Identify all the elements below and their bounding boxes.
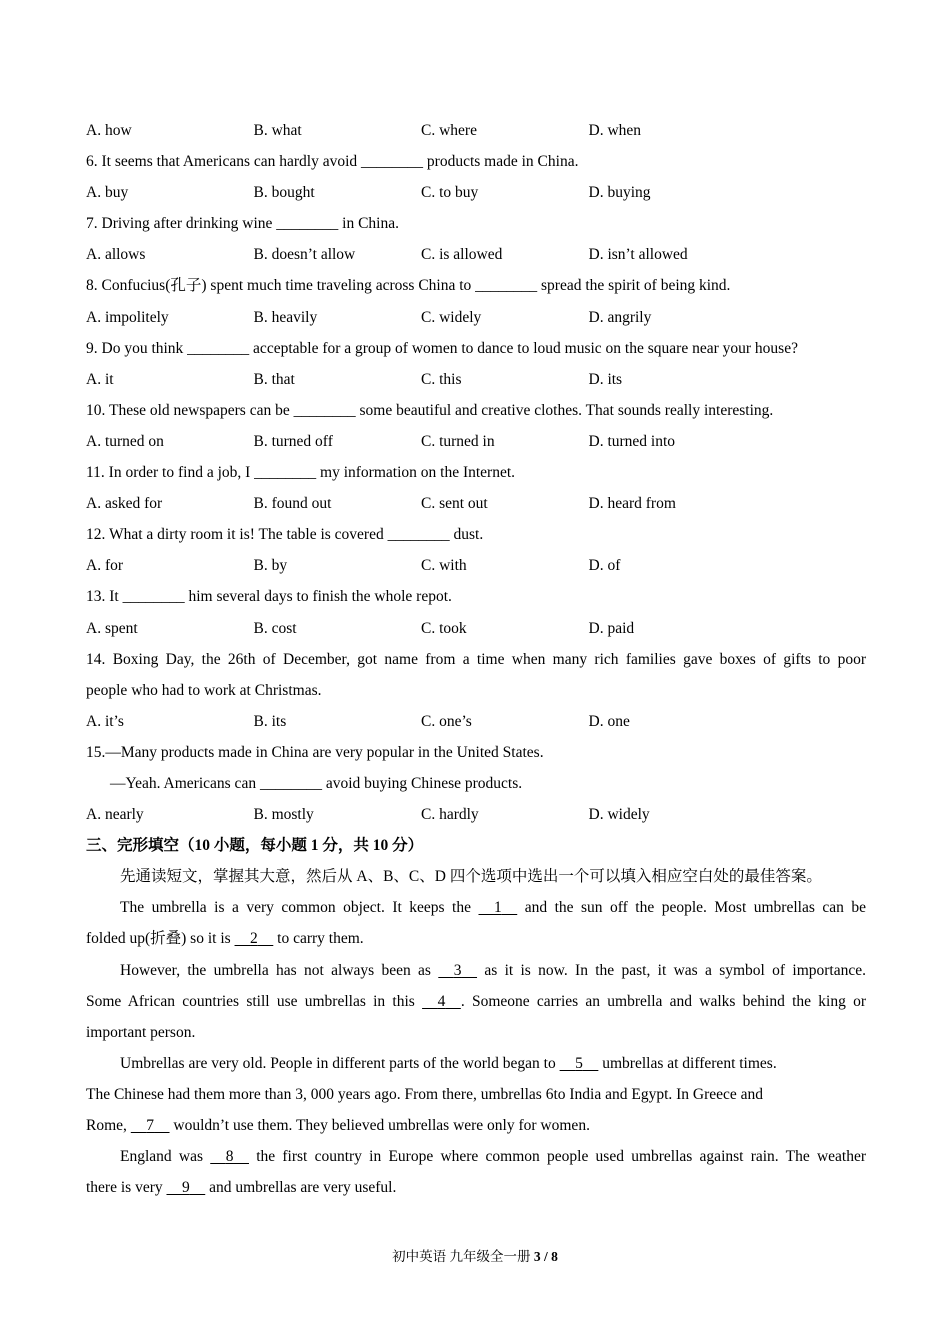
q6-stem: 6. It seems that Americans can hardly avoid ________ products made in China. xyxy=(86,153,579,171)
q15-stem-line2: —Yeah. Americans can ________ avoid buying Chinese products. xyxy=(110,774,523,792)
passage-p1-line1 xyxy=(86,892,866,923)
text: England was xyxy=(120,1148,211,1166)
q14-stem-line1: 14. Boxing Day, the 26th of December, got name from a time when many rich families gave boxes of gifts to poor xyxy=(86,650,866,668)
q6-options xyxy=(86,177,866,208)
option-b: B. found out xyxy=(253,495,332,513)
text: wouldn’t use them. They believed umbrellas were only for women. xyxy=(169,1117,590,1134)
blank-4: 4 xyxy=(437,992,446,1010)
q15-options xyxy=(86,799,866,830)
text: and the sun off the people. Most umbrellas can be xyxy=(517,899,866,917)
q10-options xyxy=(86,426,866,457)
text: there is very xyxy=(86,1179,167,1197)
text: umbrellas at different times. xyxy=(598,1054,777,1072)
q8-stem: 8. Confucius(孔子) spent much time traveling across China to ________ spread the spirit of being kind. xyxy=(86,277,731,295)
option-c: C. where xyxy=(421,122,477,139)
option-b: B. by xyxy=(253,557,288,575)
q7-stem: 7. Driving after drinking wine ________ in China. xyxy=(86,215,399,233)
option-a: A. buy xyxy=(86,184,129,202)
section-heading: 三、完形填空（10 小题，每小题 1 分，共 10 分） xyxy=(86,837,424,855)
q12-stem: 12. What a dirty room it is! The table is covered ________ dust. xyxy=(86,526,484,544)
option-a: A. how xyxy=(86,122,132,139)
text: Umbrellas are very old. People in different parts of the world began to xyxy=(120,1054,560,1072)
page-footer xyxy=(0,1245,950,1265)
passage-p2-line2 xyxy=(86,986,866,1017)
option-b: B. turned off xyxy=(253,432,333,450)
text: The umbrella is a very common object. It keeps the xyxy=(120,899,479,917)
option-a: A. it xyxy=(86,370,114,388)
option-b: B. doesn’t allow xyxy=(253,246,356,264)
q5-options xyxy=(86,115,866,146)
option-b: B. that xyxy=(253,370,295,388)
q11-stem: 11. In order to find a job, I ________ my information on the Internet. xyxy=(86,464,516,482)
blank-1: 1 xyxy=(493,899,502,917)
option-d: D. its xyxy=(588,370,623,388)
text: and umbrellas are very useful. xyxy=(205,1179,397,1197)
passage-p4-line1 xyxy=(86,1141,866,1172)
text: However, the umbrella has not always been as xyxy=(120,961,439,979)
passage-p3-line1 xyxy=(86,1048,866,1079)
text: folded up(折叠) so it is xyxy=(86,930,235,948)
option-d: D. angrily xyxy=(588,308,652,326)
q12-options xyxy=(86,550,866,581)
option-d: D. isn’t allowed xyxy=(588,246,688,264)
q14-stem-line2: people who had to work at Christmas. xyxy=(86,681,322,699)
option-b: B. mostly xyxy=(253,806,314,824)
option-c: C. took xyxy=(421,619,467,637)
option-a: A. it’s xyxy=(86,712,124,730)
text: . Someone carries an umbrella and walks behind the king or xyxy=(460,992,867,1010)
passage-p4-line2 xyxy=(86,1172,866,1203)
option-d: D. buying xyxy=(588,184,651,202)
option-c: C. this xyxy=(421,370,462,388)
option-a: A. spent xyxy=(86,619,138,637)
option-a: A. allows xyxy=(86,246,146,264)
option-c: C. sent out xyxy=(421,495,488,513)
blank-8: 8 xyxy=(225,1148,234,1166)
q9-options xyxy=(86,364,866,395)
blank-2: 2 xyxy=(250,930,258,948)
option-b: B. cost xyxy=(253,619,297,637)
option-c: C. with xyxy=(421,557,467,575)
option-a: A. impolitely xyxy=(86,308,169,326)
blank-7: 7 xyxy=(146,1117,155,1134)
passage-p2-line3: important person. xyxy=(86,1023,196,1041)
passage-p1-line2 xyxy=(86,923,866,954)
q9-stem: 9. Do you think ________ acceptable for a group of women to dance to loud music on the square near your house? xyxy=(86,339,798,357)
footer-title: 初中英语 九年级全一册 xyxy=(392,1249,534,1264)
option-c: C. is allowed xyxy=(421,246,503,264)
option-b: B. its xyxy=(253,712,287,730)
option-c: C. to buy xyxy=(421,184,479,202)
q13-stem: 13. It ________ him several days to finish the whole repot. xyxy=(86,588,452,606)
option-d: D. of xyxy=(588,557,621,575)
blank-5: 5 xyxy=(575,1054,583,1072)
q13-options xyxy=(86,613,866,644)
option-b: B. bought xyxy=(253,184,315,202)
passage-p2-line1 xyxy=(86,955,866,986)
option-d: D. when xyxy=(588,122,642,139)
section-instruction: 先通读短文，掌握其大意，然后从 A、B、C、D 四个选项中选出一个可以填入相应空白处的最佳答案。 xyxy=(120,868,822,886)
q14-options xyxy=(86,706,866,737)
q8-options xyxy=(86,302,866,333)
option-a: A. turned on xyxy=(86,432,164,450)
q10-stem: 10. These old newspapers can be ________ some beautiful and creative clothes. That sounds really interesting. xyxy=(86,401,774,419)
exam-page xyxy=(86,115,866,1203)
option-d: D. widely xyxy=(588,806,650,824)
option-c: C. turned in xyxy=(421,432,495,450)
option-d: D. heard from xyxy=(588,495,676,513)
option-d: D. one xyxy=(588,712,630,730)
option-a: A. asked for xyxy=(86,495,163,513)
passage-p3-line3 xyxy=(86,1110,866,1141)
text: to carry them. xyxy=(273,930,364,948)
option-a: A. for xyxy=(86,557,124,575)
option-b: B. heavily xyxy=(253,308,318,326)
option-c: C. one’s xyxy=(421,712,472,730)
text: as it is now. In the past, it was a symbol of importance. xyxy=(477,961,866,979)
page-number: 3 / 8 xyxy=(533,1249,558,1264)
text: the first country in Europe where common people used umbrellas against rain. The weather xyxy=(248,1148,866,1166)
option-d: D. turned into xyxy=(588,432,676,450)
passage-p3-line2: The Chinese had them more than 3, 000 years ago. From there, umbrellas 6to India and Egypt. In Greece and xyxy=(86,1085,764,1103)
q15-stem-line1: 15.—Many products made in China are very popular in the United States. xyxy=(86,743,544,761)
option-c: C. hardly xyxy=(421,806,479,824)
text: Some African countries still use umbrellas in this xyxy=(86,992,423,1010)
blank-9: 9 xyxy=(181,1179,190,1197)
option-c: C. widely xyxy=(421,308,482,326)
text: Rome, xyxy=(86,1117,131,1134)
q7-options xyxy=(86,239,866,270)
blank-3: 3 xyxy=(453,961,462,979)
option-b: B. what xyxy=(253,122,302,139)
option-a: A. nearly xyxy=(86,806,144,824)
option-d: D. paid xyxy=(588,619,635,637)
q11-options xyxy=(86,488,866,519)
